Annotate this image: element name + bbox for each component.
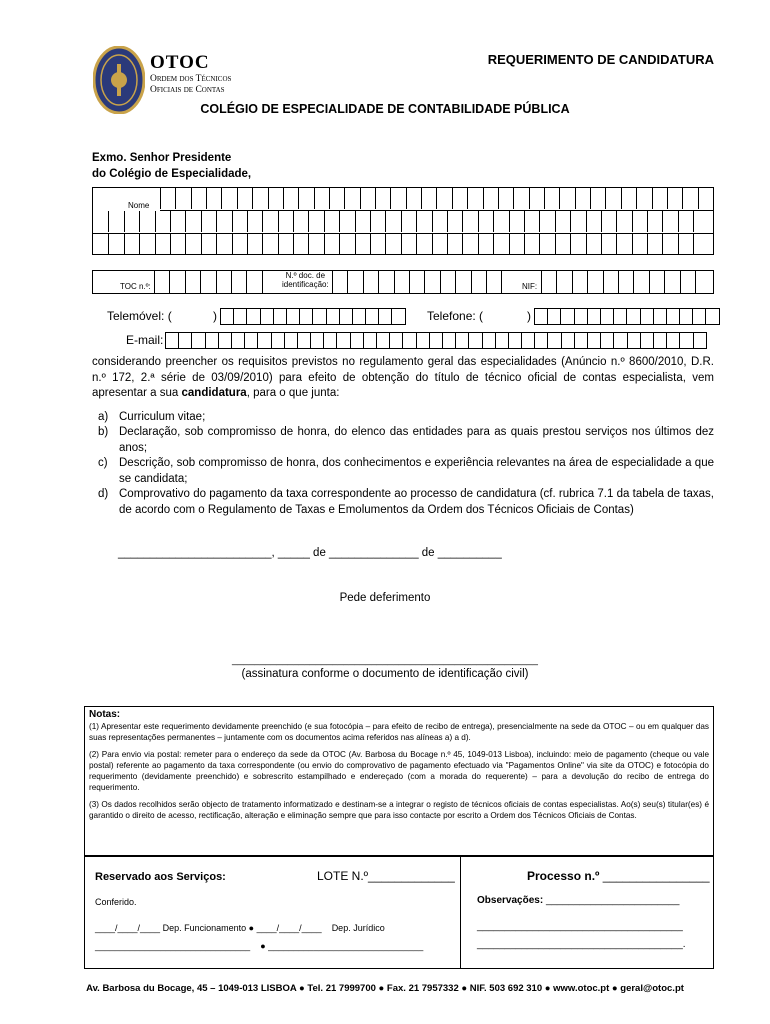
intro-paragraph — [92, 355, 714, 402]
intro-bold: candidatura — [181, 387, 247, 399]
processo-field[interactable] — [527, 869, 710, 883]
nif-cells[interactable] — [541, 271, 710, 293]
name-grid[interactable] — [92, 187, 714, 255]
signature-lines[interactable] — [95, 941, 423, 951]
name-row-3[interactable] — [93, 234, 713, 256]
nif-label: NIF: — [522, 282, 538, 291]
observacoes-field[interactable] — [477, 895, 679, 906]
bullet-icon: ● — [248, 923, 255, 933]
sig-line-2: _______________________________ — [268, 941, 424, 951]
intro-text: considerando preencher os requisitos previstos no regulamento geral das especialidades (Anúncio n.º 8600/2010, D.R. n.º 172, 2.ª série de 03/09/2010) para efeito de obtenção do título de técnico oficial de contas especialista, vem apresentar a sua — [92, 356, 714, 399]
dep-funcionamento: ____/____/____ Dep. Funcionamento — [95, 923, 247, 933]
email-cells[interactable] — [165, 332, 707, 349]
list-item-b — [92, 425, 714, 456]
salutation-line2: do Colégio de Especialidade, — [92, 168, 252, 180]
org-subtitle — [150, 74, 231, 96]
email-label: E-mail: — [126, 333, 164, 347]
mobile-paren-close: ) — [213, 309, 217, 323]
name-row-2[interactable] — [93, 211, 713, 234]
note-3: (3) Os dados recolhidos serão objecto de tratamento informatizado e destinam-se a integrar o registo de técnicos oficiais de contas especialistas. Ao(s) seu(s) titular(es) é garantido o direito de acesso, rectificação, alteração e eliminação sempre que para isso contacte por escrito a Ordem dos Técnicos Oficiais de Contas. — [89, 800, 709, 820]
dep-juridico: Dep. Jurídico — [331, 923, 385, 933]
notes-title: Notas: — [89, 709, 121, 720]
doc-id-label-line2: identificação: — [282, 280, 329, 289]
doc-id-label — [282, 271, 329, 289]
phone-paren-close: ) — [527, 309, 531, 323]
signature-line[interactable]: _______________________________________________________ — [232, 655, 538, 666]
toc-number-cells[interactable] — [154, 271, 277, 293]
list-key: c) — [98, 457, 108, 469]
observacoes-label: Observações: — [477, 895, 544, 906]
dep-juridico-date: ____/____/____ — [256, 923, 322, 933]
observacoes-line-1: ________________________ — [545, 895, 680, 906]
observacoes-line-3[interactable]: _____________________________________. — [477, 939, 686, 950]
salutation-line1: Exmo. Senhor Presidente — [92, 152, 232, 164]
processo-label: Processo n.º — [527, 869, 600, 883]
org-subtitle-line1: Ordem dos Técnicos — [150, 74, 232, 84]
lote-field[interactable]: LOTE N.º_____________ — [317, 869, 455, 883]
mobile-label: Telemóvel: ( — [107, 309, 172, 323]
mobile-cells[interactable] — [220, 308, 406, 325]
notes-box — [84, 706, 714, 856]
sig-line-1: _______________________________ — [95, 941, 251, 951]
org-subtitle-line2: Oficiais de Contas — [150, 85, 225, 95]
list-text: Declaração, sob compromisso de honra, do elenco das entidades para as quais prestou serviços nos últimos dez anos; — [119, 426, 714, 454]
list-text: Descrição, sob compromisso de honra, dos conhecimentos e experiência relevantes na área de especialidade a que se candidata; — [119, 457, 714, 485]
list-text: Comprovativo do pagamento da taxa correspondente ao processo de candidatura (cf. rubrica 7.1 da tabela de taxas, de acordo com o Regulamento de Taxas e Emolumentos da Ordem dos Técnicos Oficiais de Contas) — [119, 488, 714, 516]
footer-contacts: Av. Barbosa du Bocage, 45 – 1049-013 LISBOA ● Tel. 21 7999700 ● Fax. 21 7957332 ● NIF. 503 692 310 ● www.otoc.pt ● geral@otoc.pt — [86, 983, 684, 994]
date-line[interactable]: ________________________, _____ de ______________ de __________ — [118, 547, 502, 559]
name-label: Nome — [128, 201, 150, 210]
dep-funcionamento-field[interactable] — [95, 923, 385, 933]
reserved-divider — [460, 857, 461, 969]
list-text: Curriculum vitae; — [119, 411, 206, 423]
bullet-icon: ● — [260, 941, 266, 951]
conferido-label: Conferido. — [95, 897, 137, 907]
phone-label: Telefone: ( — [427, 309, 484, 323]
list-item-c — [92, 456, 714, 487]
observacoes-line-2[interactable]: _____________________________________ — [477, 921, 683, 932]
processo-line: ________________ — [602, 869, 710, 883]
list-item-a — [92, 410, 714, 426]
name-row-1[interactable] — [160, 188, 713, 211]
reserved-box — [84, 856, 714, 969]
salutation — [92, 150, 251, 182]
reserved-title: Reservado aos Serviços: — [95, 871, 226, 883]
toc-label: TOC n.º: — [120, 282, 151, 291]
note-1: (1) Apresentar este requerimento devidamente preenchido (e sua fotocópia – para efeito de recibo de entrega), presencialmente na sede da OTOC – ou em qualquer das suas representações permanentes – juntamente com os documentos acima referidos nas alíneas a) a d). — [89, 722, 709, 742]
org-name: OTOC — [150, 52, 210, 73]
doc-id-label-line1: N.º doc. de — [285, 271, 326, 280]
list-key: d) — [98, 488, 109, 500]
document-title: REQUERIMENTO DE CANDIDATURA — [487, 52, 714, 67]
list-key: a) — [98, 411, 109, 423]
signature-caption: (assinatura conforme o documento de identificação civil) — [241, 668, 529, 680]
intro-end: , para o que junta: — [246, 387, 340, 399]
doc-id-cells[interactable] — [332, 271, 517, 293]
request-text: Pede deferimento — [339, 592, 431, 604]
list-item-d — [92, 487, 714, 518]
list-key: b) — [98, 426, 109, 438]
phone-cells[interactable] — [534, 308, 720, 325]
document-subtitle: COLÉGIO DE ESPECIALIDADE DE CONTABILIDADE PÚBLICA — [200, 102, 570, 116]
note-2: (2) Para envio via postal: remeter para o endereço da sede da OTOC (Av. Barbosa du Bocage n.º 45, 1049-013 Lisboa), incluindo: meio de pagamento (cheque ou vale postal) referente ao pagamento da taxa correspondente (ou envio do comprovativo de pagamento efectuado via "Pagamentos Online" via site da OTOC) e fotocópia do requerimento (devidamente preenchido) e sobrescrito estampilhado e endereçado (com a morada do requerente) – para a devolução do recibo de entrega do requerimento. — [89, 750, 709, 792]
